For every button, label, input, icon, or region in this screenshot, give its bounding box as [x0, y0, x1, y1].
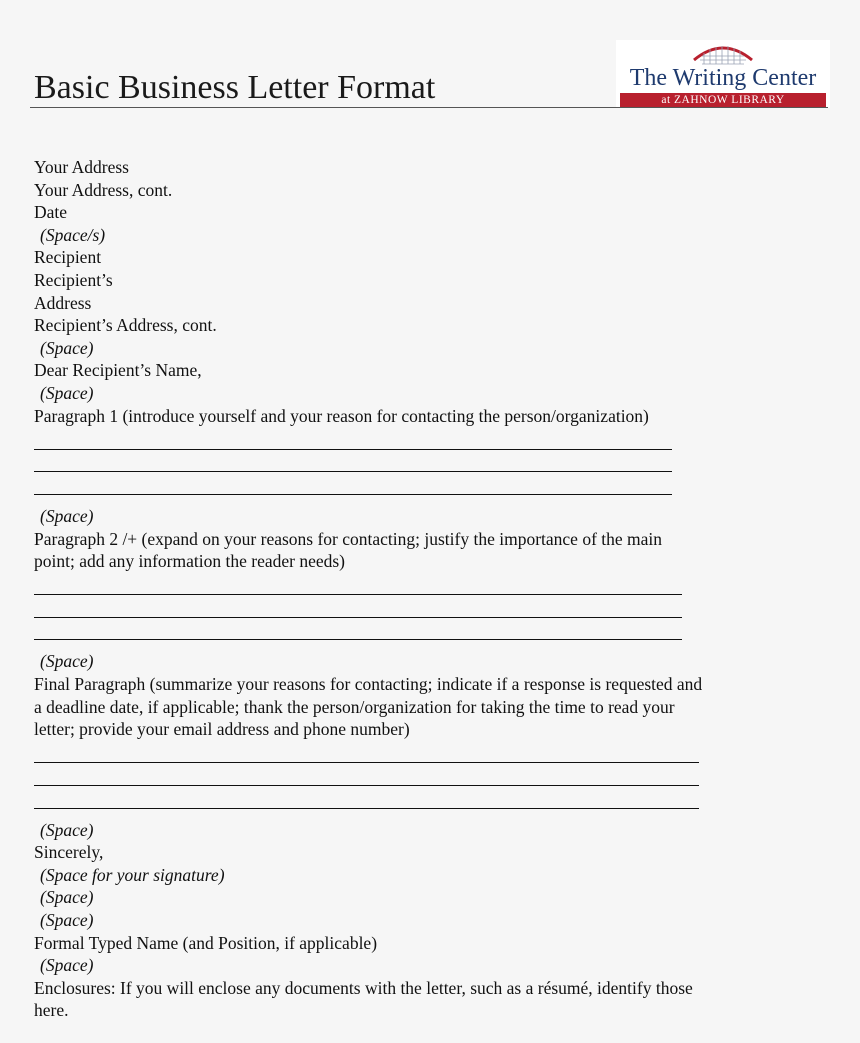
blank-line — [34, 786, 699, 809]
enclosures-note: Enclosures: If you will enclose any documents with the letter, such as a résumé, identify those — [34, 977, 693, 998]
your-address-cont: Your Address, cont. — [34, 179, 173, 200]
blank-line — [34, 741, 699, 764]
space-note: (Space) — [40, 505, 94, 526]
signature-space-note: (Space for your signature) — [40, 864, 225, 885]
space-note: (Space/s) — [40, 224, 106, 245]
paragraph-1-instruction: Paragraph 1 (introduce yourself and your reason for contacting the person/organization) — [34, 405, 649, 426]
space-note: (Space) — [40, 337, 94, 358]
space-note: (Space) — [40, 651, 94, 672]
space-note: (Space) — [40, 382, 94, 403]
blank-line — [34, 618, 682, 641]
blank-line — [34, 450, 672, 473]
space-note: (Space) — [40, 887, 94, 908]
your-address: Your Address — [34, 157, 129, 177]
blank-line — [34, 573, 682, 596]
blank-line — [34, 427, 672, 450]
typed-name: Formal Typed Name (and Position, if applicable) — [34, 932, 378, 953]
logo-subtitle: at ZAHNOW LIBRARY — [620, 93, 826, 107]
blank-line — [34, 763, 699, 786]
space-note: (Space) — [40, 955, 94, 976]
arch-grid-icon — [690, 40, 756, 66]
date-line: Date — [34, 202, 68, 223]
final-paragraph-instruction: Final Paragraph (summarize your reasons for contacting; indicate if a response is requested and — [34, 674, 703, 695]
space-note: (Space) — [40, 910, 94, 930]
logo-name: The Writing Center — [629, 65, 817, 91]
blank-line — [34, 472, 672, 495]
recipient-line: Recipient — [34, 247, 102, 268]
page-title: Basic Business Letter Format — [34, 69, 436, 106]
blank-line — [34, 595, 682, 618]
letter-template — [34, 156, 824, 1022]
paragraph-2-instruction-cont: point; add any information the reader needs) — [34, 551, 346, 572]
final-paragraph-instruction-end: letter; provide your email address and phone number) — [34, 719, 410, 740]
recipient-address-cont: Recipient’s Address, cont. — [34, 315, 217, 336]
writing-center-logo — [616, 40, 830, 108]
recipient-address-b: Address — [34, 292, 92, 313]
header-divider — [30, 107, 828, 108]
final-paragraph-instruction-cont: a deadline date, if applicable; thank the person/organization for taking the time to read your — [34, 696, 675, 717]
enclosures-note-cont: here. — [34, 1000, 69, 1021]
salutation: Dear Recipient’s Name, — [34, 360, 202, 381]
space-note: (Space) — [40, 819, 94, 840]
paragraph-2-instruction: Paragraph 2 /+ (expand on your reasons for contacting; justify the importance of the main — [34, 528, 663, 549]
closing: Sincerely, — [34, 842, 104, 863]
recipient-address-a: Recipient’s — [34, 269, 113, 290]
